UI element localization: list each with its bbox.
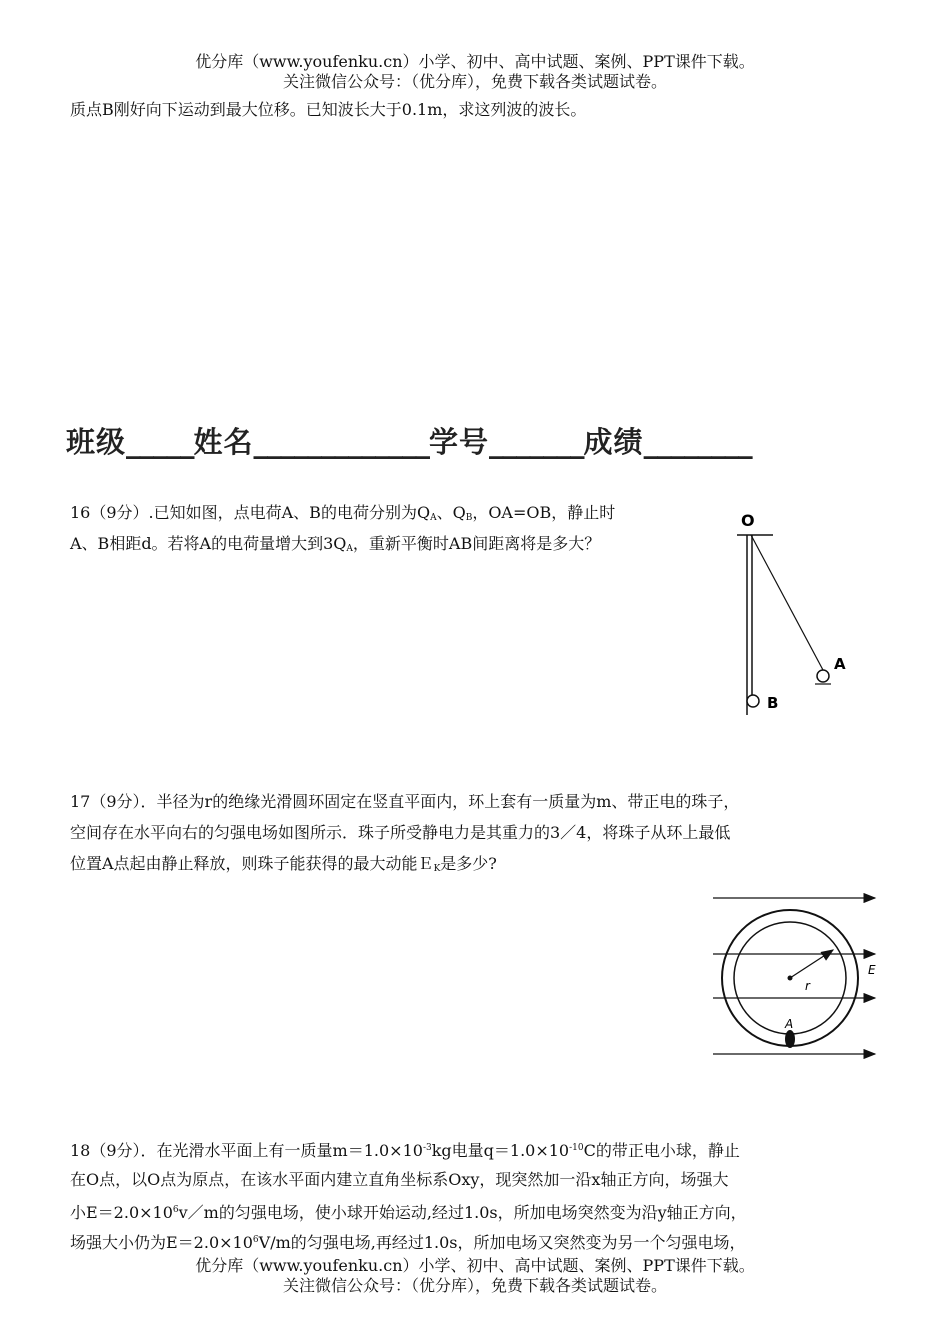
- q17-line-2: 空间存在水平向右的匀强电场如图所示．珠子所受静电力是其重力的3／4，将珠子从环上最低: [70, 823, 731, 842]
- q18-line-2: 在O点，以O点为原点，在该水平面内建立直角坐标系Oxy，现突然加一沿x轴正方向，场强大: [70, 1170, 729, 1189]
- q17-figure: [705, 888, 890, 1063]
- q18-line-1: 18（9分）．在光滑水平面上有一质量$m=1.0\times 10^{-3}kg$电量$q=1.0\times 10^{-10}C$的带正电小球，静止: [70, 1141, 740, 1160]
- footer-line-1: 优分库（www.youfenku.cn）小学、初中、高中试题、案例、PPT课件下载。: [195, 1256, 755, 1275]
- q17-line-1: 17（9分）．半径为r的绝缘光滑圆环固定在竖直平面内，环上套有一质量为m、带正电的珠子，: [70, 792, 740, 811]
- class-blank: _____: [126, 425, 194, 459]
- fig16-label-o: O: [741, 511, 755, 530]
- fig17-bead: [785, 1030, 795, 1048]
- previous-question-text: 质点B刚好向下运动到最大位移。已知波长大于0.1m，求这列波的波长。: [70, 100, 587, 119]
- name-blank: _____________: [253, 425, 430, 459]
- fig16-string: [751, 535, 823, 670]
- q17-line-3: 位置A点起由静止释放，则珠子能获得的最大动能Ｅ$_K$是多少?: [70, 854, 497, 874]
- class-label: 班级: [66, 425, 127, 459]
- student-id-label: 学号: [429, 425, 490, 459]
- q18-line-3: 小$E=2.0\times 10^6v/m$的匀强电场，使小球开始运动,经过1.0s，所加电场突然变为沿y轴正方向，: [70, 1203, 747, 1222]
- q16-line-2: A、B相距d。若将A的电荷量增大到$3Q_A$，重新平衡时AB间距离将是多大？: [70, 534, 601, 554]
- student-id-blank: _______: [489, 425, 584, 459]
- fig17-label-a: A: [785, 1017, 794, 1031]
- q16-line-1: 16（9分）.已知如图，点电荷A、B的电荷分别为$Q_A$、$Q_B$，OA=OB，静止时: [70, 503, 616, 523]
- fig16-charge-a: [817, 670, 829, 682]
- score-label: 成绩: [583, 425, 644, 459]
- fig16-label-a: A: [834, 655, 846, 673]
- q16-figure: [725, 505, 865, 725]
- header-line-1: 优分库（www.youfenku.cn）小学、初中、高中试题、案例、PPT课件下载。: [195, 52, 755, 71]
- fig16-charge-b: [747, 695, 759, 707]
- student-info-line: [66, 420, 752, 461]
- header-line-2: 关注微信公众号：（优分库），免费下载各类试题试卷。: [282, 72, 667, 91]
- score-blank: ________: [643, 425, 752, 459]
- fig17-label-r: r: [805, 979, 810, 993]
- name-label: 姓名: [193, 425, 254, 459]
- fig17-label-e: E: [868, 963, 876, 977]
- fig16-label-b: B: [767, 694, 779, 712]
- footer-line-2: 关注微信公众号：（优分库），免费下载各类试题试卷。: [282, 1276, 667, 1295]
- q18-line-4: 场强大小仍为$E=2.0\times 10^6V/m$的匀强电场,再经过1.0s，所加电场又突然变为另一个匀强电场，: [70, 1233, 746, 1252]
